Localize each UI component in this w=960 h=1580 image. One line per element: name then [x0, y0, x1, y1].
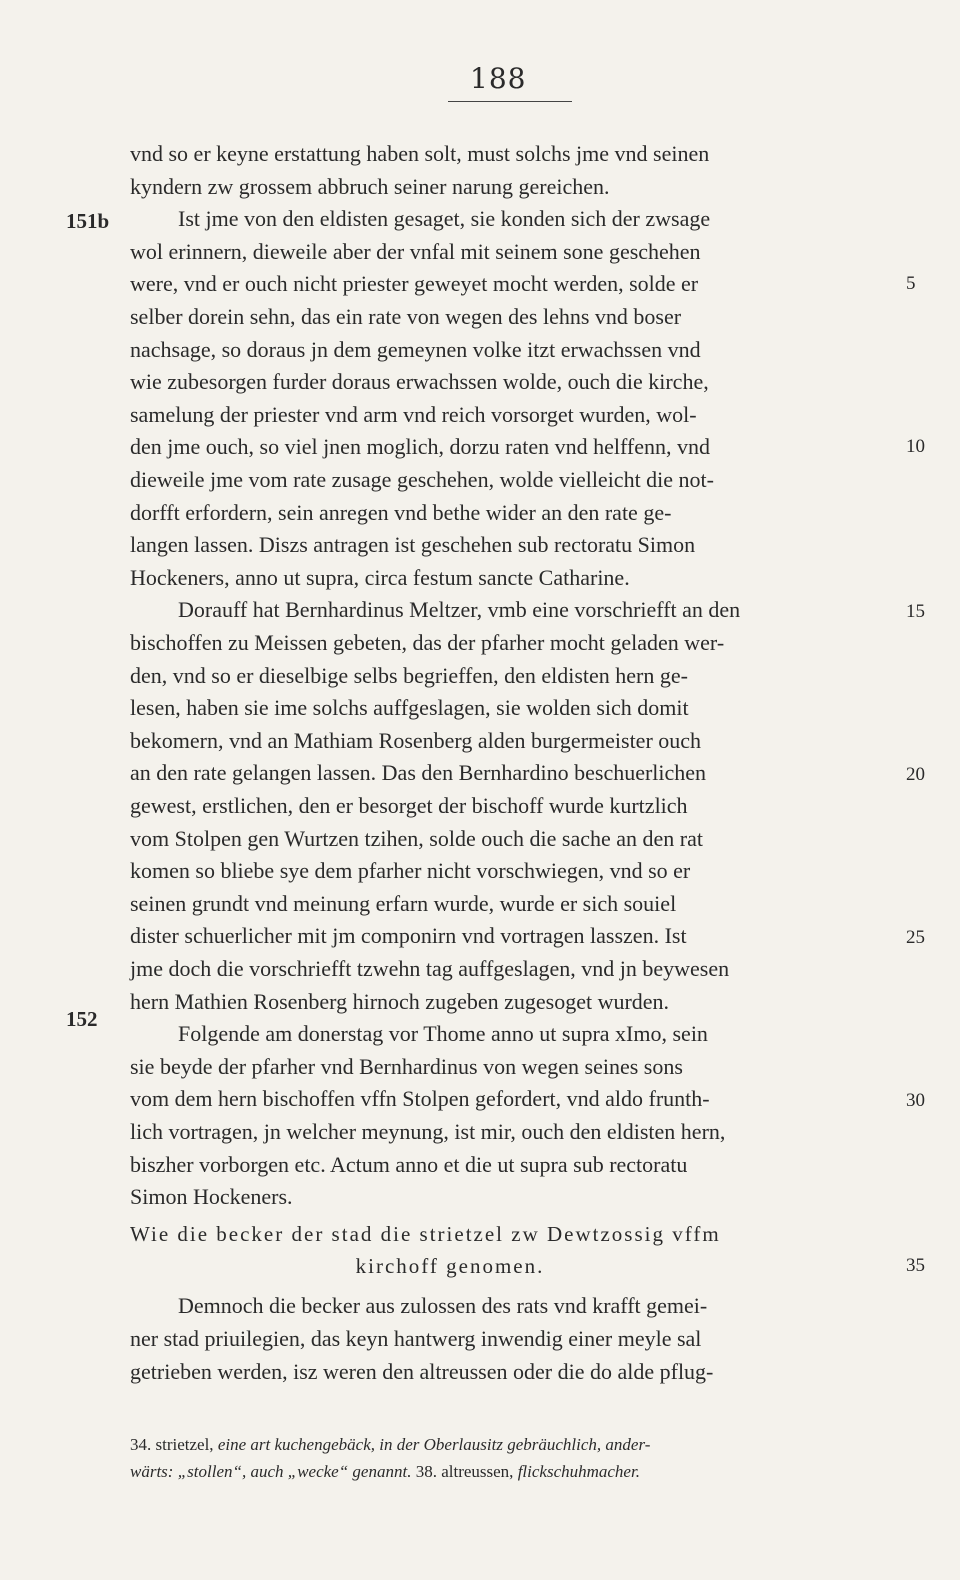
text-line: ner stad priuilegien, das keyn hantwerg inwendig einer meyle sal [130, 1326, 702, 1351]
text-line: den jme ouch, so viel jnen moglich, dorzu raten vnd helffenn, vnd [130, 434, 711, 460]
text-line: vnd so er keyne erstattung haben solt, must solchs jme vnd seinen [130, 141, 710, 166]
text-line: dieweile jme vom rate zusage geschehen, wolde vielleicht die not- [130, 467, 714, 492]
text-line: getrieben werden, isz weren den altreussen oder die do alde pflug- [130, 1359, 714, 1384]
text-line: Folgende am donerstag vor Thome anno ut supra xImo, sein [178, 1021, 708, 1047]
text-line: bischoffen zu Meissen gebeten, das der pfarher mocht geladen wer- [130, 630, 725, 655]
section-heading-line2: kirchoff genomen. [355, 1254, 545, 1278]
text-line: hern Mathien Rosenberg hirnoch zugeben zugesoget wurden. [130, 988, 670, 1014]
line-number-15: 15 [906, 601, 925, 622]
line-number-25: 25 [906, 927, 925, 948]
text-line: Hockeners, anno ut supra, circa festum sancte Catharine. [130, 564, 630, 590]
footnote-ref-2: 38. altreussen, [411, 1462, 518, 1481]
text-line: dorfft erfordern, sein anregen vnd bethe wider an den rate ge- [130, 499, 672, 525]
footnote-ref: 34. strietzel, [130, 1435, 218, 1454]
footnote-gloss-cont: wärts: „stollen“, auch „wecke“ genannt. [130, 1462, 412, 1481]
text-line: Ist jme von den eldisten gesaget, sie konden sich der zwsage [178, 206, 711, 232]
margin-note-151b: 151b [66, 209, 110, 233]
text-line: jme doch die vorschriefft tzwehn tag auffgeslagen, vnd jn beywesen [130, 956, 730, 981]
margin-note-152: 152 [66, 1007, 98, 1031]
footnote-line2 [130, 1459, 640, 1485]
text-line: seinen grundt vnd meinung erfarn wurde, wurde er sich souiel [130, 890, 677, 916]
header-rule [448, 101, 572, 102]
text-line: Dorauff hat Bernhardinus Meltzer, vmb eine vorschriefft an den [178, 597, 741, 623]
text-line: dister schuerlicher mit jm componirn vnd vortragen lasszen. Ist [130, 923, 687, 949]
footnote-gloss-2: flickschuhmacher. [517, 1462, 640, 1481]
text-line: vom Stolpen gen Wurtzen tzihen, solde ouch die sache an den rat [130, 825, 703, 851]
text-line: samelung der priester vnd arm vnd reich vorsorget wurden, wol- [130, 401, 697, 427]
text-line: an den rate gelangen lassen. Das den Bernhardino beschuerlichen [130, 760, 707, 786]
page-number: 188 [470, 62, 527, 95]
line-number-30: 30 [906, 1090, 925, 1111]
text-line: were, vnd er ouch nicht priester geweyet mocht werden, solde er [130, 271, 699, 297]
line-number-20: 20 [906, 764, 925, 785]
text-line: bekomern, vnd an Mathiam Rosenberg alden burgermeister ouch [130, 727, 702, 753]
text-line: kyndern zw grossem abbruch seiner narung gereichen. [130, 173, 610, 199]
text-line: wol erinnern, dieweile aber der vnfal mit seinem sone geschehen [130, 238, 701, 264]
text-line: den, vnd so er dieselbige selbs begrieffen, den eldisten hern ge- [130, 662, 688, 688]
text-line: lesen, haben sie ime solchs auffgeslagen, sie wolden sich domit [130, 695, 689, 721]
footnote-line1 [130, 1432, 650, 1458]
text-line: Demnoch die becker aus zulossen des rats vnd krafft gemei- [178, 1293, 708, 1318]
text-line: lich vortragen, jn welcher meynung, ist mir, ouch den eldisten hern, [130, 1119, 726, 1144]
text-line: selber dorein sehn, das ein rate von wegen des lehns vnd boser [130, 304, 682, 329]
text-line: biszher vorborgen etc. Actum anno et die ut supra sub rectoratu [130, 1151, 688, 1177]
text-line: gewest, erstlichen, den er besorget der bischoff wurde kurtzlich [130, 793, 688, 818]
text-line: sie beyde der pfarher vnd Bernhardinus von wegen seines sons [130, 1053, 683, 1079]
text-line: Simon Hockeners. [130, 1184, 293, 1210]
line-number-35: 35 [906, 1255, 925, 1276]
text-line: langen lassen. Diszs antragen ist geschehen sub rectoratu Simon [130, 532, 696, 558]
text-line: nachsage, so doraus jn dem gemeynen volke itzt erwachssen vnd [130, 336, 701, 362]
footnote-gloss: eine art kuchengebäck, in der Oberlausitz gebräuchlich, ander- [217, 1435, 651, 1454]
text-line: wie zubesorgen furder doraus erwachssen wolde, ouch die kirche, [130, 369, 709, 395]
text-line: vom dem hern bischoffen vffn Stolpen gefordert, vnd aldo frunth- [130, 1086, 710, 1112]
line-number-10: 10 [906, 436, 925, 457]
line-number-5: 5 [906, 273, 916, 294]
text-line: komen so bliebe sye dem pfarher nicht vorschwiegen, vnd so er [130, 858, 691, 884]
section-heading-line1: Wie die becker der stad die strietzel zw Dewtzossig vffm [130, 1222, 721, 1246]
